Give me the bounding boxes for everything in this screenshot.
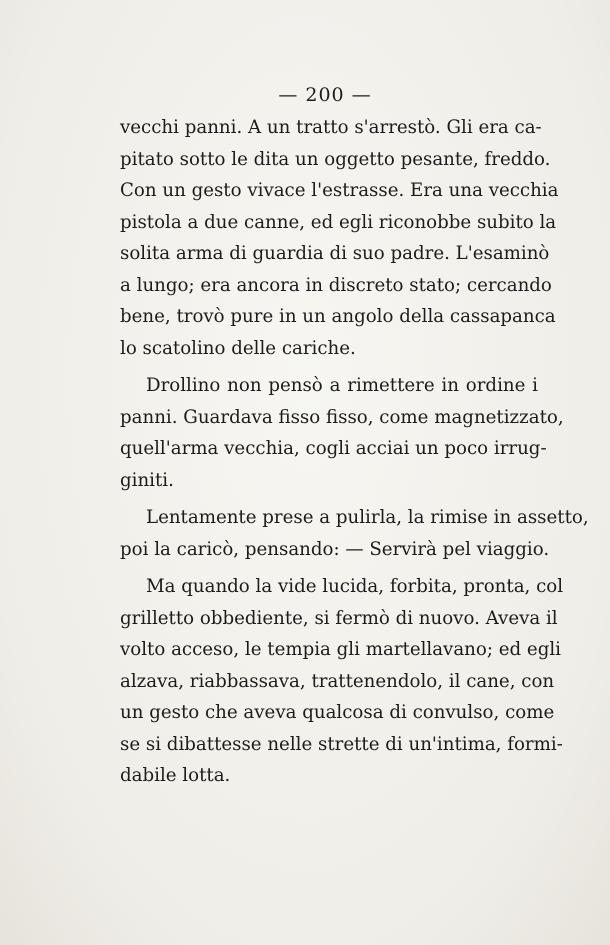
text-line: alzava, riabbassava, trattenendolo, il cane, con — [120, 670, 555, 692]
text-line: un gesto che aveva qualcosa di convulso, come — [120, 702, 555, 723]
text-line: volto acceso, le tempia gli martellavano; ed egli — [120, 639, 561, 660]
text-line: grilletto obbediente, si fermò di nuovo. Aveva il — [120, 607, 558, 629]
body-text — [120, 112, 589, 792]
paragraph — [120, 571, 564, 792]
text-line: quell'arma vecchia, cogli acciai un poco irrug- — [120, 438, 547, 459]
text-line: bene, trovò pure in un angolo della cassapanca — [120, 306, 556, 327]
paragraph — [120, 502, 589, 565]
paragraph — [120, 112, 559, 364]
text-line: se si dibattesse nelle strette di un'intima, formi- — [120, 733, 563, 755]
text-line: solita arma di guardia di suo padre. L'esaminò — [120, 243, 550, 264]
text-line: Lentamente prese a pulirla, la rimise in assetto, — [146, 507, 589, 528]
text-line: vecchi panni. A un tratto s'arrestò. Gli era ca- — [120, 117, 542, 138]
text-line: pistola a due canne, ed egli riconobbe subito la — [120, 211, 557, 233]
text-line: giniti. — [120, 469, 174, 491]
text-line: poi la caricò, pensando: — Servirà pel viaggio. — [120, 538, 550, 560]
text-line: Drollino non pensò a rimettere in ordine i — [146, 375, 538, 396]
text-line: panni. Guardava fisso fisso, come magnetizzato, — [120, 406, 564, 428]
text-line: pitato sotto le dita un oggetto pesante, freddo. — [120, 148, 551, 170]
page-number: — 200 — — [278, 84, 372, 106]
text-line: Con un gesto vivace l'estrasse. Era una vecchia — [120, 180, 559, 201]
text-line: lo scatolino delle cariche. — [120, 337, 356, 359]
text-line: a lungo; era ancora in discreto stato; cercando — [120, 274, 552, 296]
text-line: dabile lotta. — [120, 765, 231, 786]
paragraph — [120, 370, 564, 496]
text-line: Ma quando la vide lucida, forbita, pronta, col — [146, 576, 564, 597]
